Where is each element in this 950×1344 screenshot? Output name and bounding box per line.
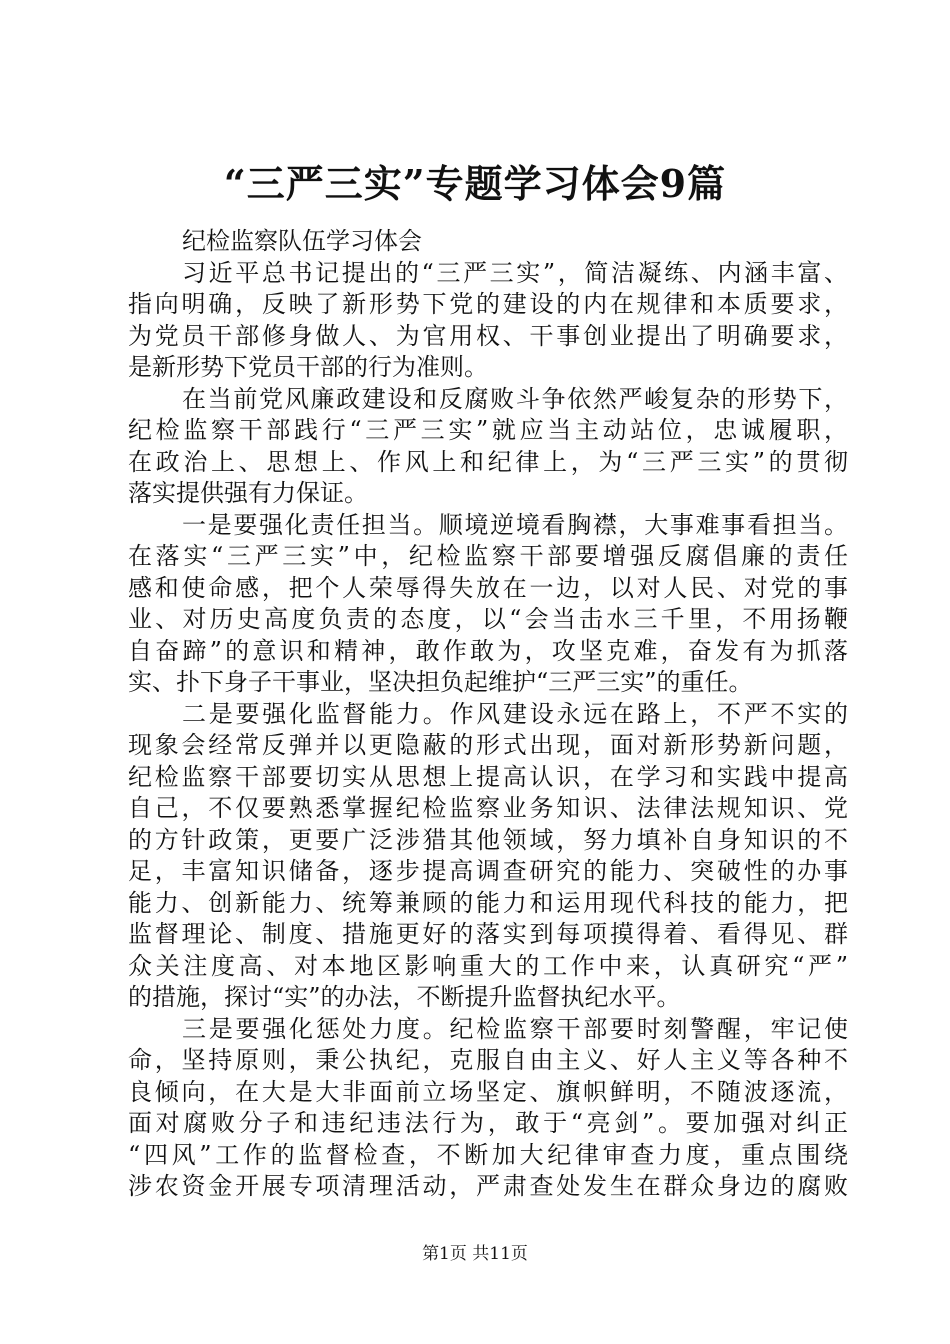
paragraph [128,258,848,384]
paragraph [128,1014,848,1203]
paragraph [128,699,848,1014]
paragraph-line: 的方针政策，更要广泛涉猎其他领域，努力填补自身知识的不 [128,825,848,854]
paragraph-line: 习近平总书记提出的“三严三实”，简洁凝练、内涵丰富、 [182,258,848,287]
page-footer: 第1页 共11页 [422,1244,528,1264]
paragraph [128,384,848,510]
paragraph-line: 现象会经常反弹并以更隐蔽的形式出现，面对新形势新问题， [128,731,848,759]
paragraph-line: 二是要强化监督能力。作风建设永远在路上，不严不实的 [182,699,848,728]
paragraph-line: 的措施，探讨“实”的办法，不断提升监督执纪水平。 [128,983,681,1011]
paragraph-line: 涉农资金开展专项清理活动，严肃查处发生在群众身边的腐败 [128,1172,848,1200]
paragraph-line: 为党员干部修身做人、为官用权、干事创业提出了明确要求， [128,321,848,350]
paragraph-line: 足，丰富知识储备，逐步提高调查研究的能力、突破性的办事 [128,857,848,885]
paragraph [128,226,848,258]
paragraph [128,510,848,699]
paragraph-line: 实、扑下身子干事业，坚决担负起维护“三严三实”的重任。 [128,668,753,696]
paragraph-line: 在当前党风廉政建设和反腐败斗争依然严峻复杂的形势下， [182,384,848,413]
paragraph-line: 一是要强化责任担当。顺境逆境看胸襟，大事难事看担当。 [182,510,848,539]
paragraph-line: “四风”工作的监督检查，不断加大纪律审查力度，重点围绕 [128,1140,848,1169]
paragraph-line: 纪检监察干部要切实从思想上提高认识，在学习和实践中提高 [128,762,848,791]
paragraph-line: 命，坚持原则，秉公执纪，克服自由主义、好人主义等各种不 [128,1046,848,1074]
document-title: “三严三实”专题学习体会9篇 [223,161,727,206]
paragraph-line: 自奋蹄”的意识和精神，敢作敢为，攻坚克难，奋发有为抓落 [128,636,848,665]
paragraph-line: 在政治上、思想上、作风上和纪律上，为“三严三实”的贯彻 [128,447,848,476]
paragraph-line: 能力、创新能力、统筹兼顾的能力和运用现代科技的能力，把 [128,888,848,917]
paragraph-line: 良倾向，在大是大非面前立场坚定、旗帜鲜明，不随波逐流， [128,1077,848,1106]
paragraph-line: 众关注度高、对本地区影响重大的工作中来，认真研究“严” [128,951,848,980]
paragraph-line: 业、对历史高度负责的态度，以“会当击水三千里，不用扬鞭 [128,605,848,633]
paragraph-line: 自己，不仅要熟悉掌握纪检监察业务知识、法律法规知识、党 [128,794,848,822]
paragraph-line: 监督理论、制度、措施更好的落实到每项摸得着、看得见、群 [128,920,848,948]
paragraph-line: 是新形势下党员干部的行为准则。 [128,353,488,381]
paragraph-line: 在落实“三严三实”中，纪检监察干部要增强反腐倡廉的责任 [128,542,848,570]
paragraph-line: 纪检监察队伍学习体会 [182,227,422,255]
paragraph-line: 面对腐败分子和违纪违法行为，敢于“亮剑”。要加强对纠正 [128,1109,848,1137]
paragraph-line: 感和使命感，把个人荣辱得失放在一边，以对人民、对党的事 [128,573,848,602]
document-body [128,226,848,1203]
paragraph-line: 指向明确，反映了新形势下党的建设的内在规律和本质要求， [128,290,848,318]
paragraph-line: 三是要强化惩处力度。纪检监察干部要时刻警醒，牢记使 [182,1014,848,1043]
paragraph-line: 纪检监察干部践行“三严三实”就应当主动站位，忠诚履职， [128,416,848,444]
paragraph-line: 落实提供强有力保证。 [128,479,368,507]
